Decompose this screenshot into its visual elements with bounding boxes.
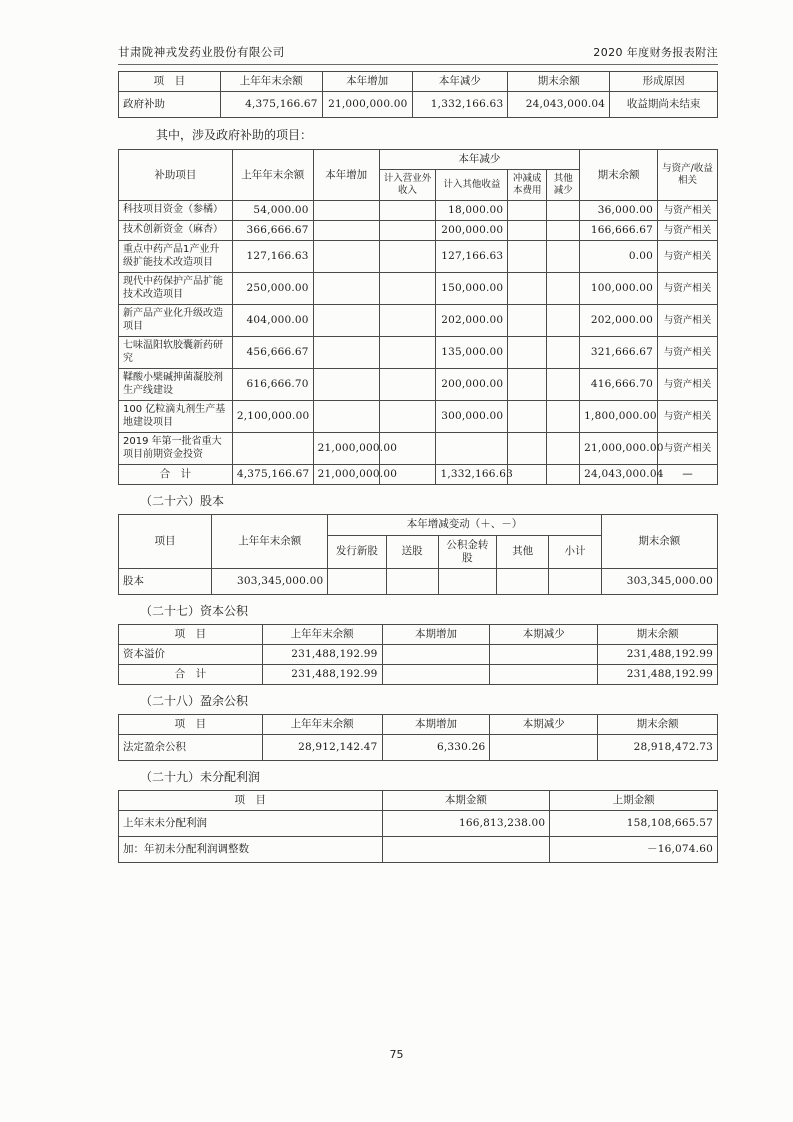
section-title-29: （二十九）未分配利润 [140, 770, 261, 785]
cell-item: 政府补助 [119, 92, 221, 118]
table-row [119, 273, 718, 305]
cell-item: 鞣酸小檗碱抻菌凝胶剂生产线建设 [119, 369, 233, 401]
cell-d-cost [508, 401, 547, 433]
col-reason: 形成原因 [610, 72, 718, 92]
cell-begin: 54,000.00 [232, 201, 313, 221]
table-header-row-1 [119, 515, 718, 535]
cell-other [496, 568, 548, 594]
cell-item: 加：年初未分配利润调整数 [119, 837, 383, 863]
cell-related: 与资产相关 [658, 201, 718, 221]
col-increase: 本期增加 [382, 715, 490, 735]
col-item: 项 目 [119, 791, 383, 811]
cell-d-out [379, 221, 436, 241]
col-item: 补助项目 [119, 150, 233, 201]
table-body [119, 201, 718, 485]
cell-decrease: 1,332,166.63 [412, 92, 508, 118]
cell-d-other: 200,000.00 [436, 221, 508, 241]
cell-current [382, 837, 550, 863]
table-share-capital [118, 514, 718, 594]
cell-increase [382, 644, 490, 664]
cell-item: 法定盈余公积 [119, 735, 263, 761]
col-other: 其他 [496, 535, 548, 568]
col-subtotal: 小计 [549, 535, 601, 568]
cell-item: 技术创新资金（麻杏） [119, 221, 233, 241]
cell-begin: 456,666.67 [232, 337, 313, 369]
col-increase: 本年增加 [322, 72, 412, 92]
cell-d-other: 300,000.00 [436, 401, 508, 433]
running-header [118, 44, 718, 65]
col-increase: 本年增加 [313, 150, 379, 201]
cell-increase: 6,330.26 [382, 735, 490, 761]
cell-end: 0.00 [580, 241, 658, 273]
cell-d-cost [508, 305, 547, 337]
cell-prior: 158,108,665.57 [550, 811, 718, 837]
cell-increase [313, 273, 379, 305]
cell-begin: 231,488,192.99 [262, 644, 382, 664]
cell-d-other: 200,000.00 [436, 369, 508, 401]
table-row [119, 221, 718, 241]
cell-d-out [379, 305, 436, 337]
cell-d-other: 135,000.00 [436, 337, 508, 369]
cell-end: 28,918,472.73 [598, 735, 718, 761]
col-reserve: 公积金转股 [438, 535, 496, 568]
cell-begin: 366,666.67 [232, 221, 313, 241]
cell-increase [313, 401, 379, 433]
cell-d-misc [547, 273, 580, 305]
cell-end: 416,666.70 [580, 369, 658, 401]
cell-increase [313, 241, 379, 273]
cell-item: 重点中药产品1产业升级扩能技术改造项目 [119, 241, 233, 273]
cell-d-misc [547, 241, 580, 273]
col-begin: 上年年末余额 [262, 624, 382, 644]
cell-begin: 4,375,166.67 [220, 92, 322, 118]
subsidy-note: 其中，涉及政府补助的项目： [156, 128, 313, 143]
cell-increase [313, 337, 379, 369]
section-title-28: （二十八）盈余公积 [140, 694, 249, 709]
col-issue-new: 发行新股 [328, 535, 386, 568]
col-increase: 本期增加 [382, 624, 490, 644]
cell-d-cost [508, 337, 547, 369]
cell-decrease [490, 665, 598, 685]
cell-d-other [436, 433, 508, 465]
col-decrease-other-gain: 计入其他收益 [436, 170, 508, 201]
cell-d-misc [547, 369, 580, 401]
col-end: 期末余额 [598, 624, 718, 644]
cell-related: 与资产相关 [658, 241, 718, 273]
cell-d-misc [547, 337, 580, 369]
cell-d-misc [547, 221, 580, 241]
cell-increase [313, 305, 379, 337]
cell-decrease [490, 644, 598, 664]
table-row [119, 241, 718, 273]
col-begin: 上年年末余额 [212, 515, 328, 568]
cell-item: 科技项目资金（参橘） [119, 201, 233, 221]
cell-bonus [386, 568, 438, 594]
section-title-26: （二十六）股本 [140, 494, 225, 509]
table-row [119, 201, 718, 221]
cell-item: 新产品产业化升级改造项目 [119, 305, 233, 337]
cell-d-out [379, 369, 436, 401]
col-decrease: 本年减少 [412, 72, 508, 92]
cell-d-misc [547, 401, 580, 433]
header-company: 甘肃陇神戎发药业股份有限公司 [118, 45, 285, 59]
col-begin: 上年年末余额 [232, 150, 313, 201]
cell-d-misc [547, 305, 580, 337]
table-header-row-1 [119, 150, 718, 170]
cell-increase [382, 665, 490, 685]
table-header-row [119, 791, 718, 811]
cell-item: 资本溢价 [119, 644, 263, 664]
col-change-group: 本年增减变动（＋、－） [328, 515, 601, 535]
cell-d-other: 150,000.00 [436, 273, 508, 305]
cell-end: 24,043,000.04 [508, 92, 610, 118]
cell-reason: 收益期尚未结束 [610, 92, 718, 118]
cell-prior: －16,074.60 [550, 837, 718, 863]
cell-end: 231,488,192.99 [598, 644, 718, 664]
cell-d-cost [508, 273, 547, 305]
cell-d-cost [508, 465, 547, 485]
cell-item: 上年末未分配利润 [119, 811, 383, 837]
cell-item: 现代中药保护产品扩能技术改造项目 [119, 273, 233, 305]
cell-d-out [379, 401, 436, 433]
cell-end: 100,000.00 [580, 273, 658, 305]
cell-item: 100 亿粒滴丸剂生产基地建设项目 [119, 401, 233, 433]
cell-end: 36,000.00 [580, 201, 658, 221]
col-decrease: 本期减少 [490, 715, 598, 735]
cell-related: 与资产相关 [658, 273, 718, 305]
cell-d-cost [508, 369, 547, 401]
cell-item: 股本 [119, 568, 212, 594]
col-end: 期末余额 [601, 515, 717, 568]
col-item: 项 目 [119, 72, 221, 92]
cell-d-other: 1,332,166.63 [436, 465, 508, 485]
col-prior: 上期金额 [550, 791, 718, 811]
col-item: 项目 [119, 515, 212, 568]
cell-related: 与资产相关 [658, 433, 718, 465]
cell-begin: 2,100,000.00 [232, 401, 313, 433]
cell-begin: 4,375,166.67 [232, 465, 313, 485]
cell-begin: 250,000.00 [232, 273, 313, 305]
table-row [119, 568, 718, 594]
table-row [119, 644, 718, 664]
table-total-row [119, 465, 718, 485]
cell-d-cost [508, 241, 547, 273]
cell-related: 与资产相关 [658, 305, 718, 337]
table-row [119, 401, 718, 433]
cell-related: 与资产相关 [658, 337, 718, 369]
cell-begin: 404,000.00 [232, 305, 313, 337]
cell-d-cost [508, 201, 547, 221]
table-header-row [119, 715, 718, 735]
col-end: 期末余额 [580, 150, 658, 201]
table-row [119, 811, 718, 837]
table-row [119, 369, 718, 401]
table-surplus-reserve [118, 714, 718, 761]
cell-begin: 127,166.63 [232, 241, 313, 273]
table-row [119, 433, 718, 465]
cell-end: 321,666.67 [580, 337, 658, 369]
cell-begin: 616,666.70 [232, 369, 313, 401]
cell-increase [313, 201, 379, 221]
cell-item: 合 计 [119, 665, 263, 685]
page-content [118, 44, 718, 863]
table-row [119, 92, 718, 118]
table-subsidy-summary [118, 71, 718, 118]
col-item: 项 目 [119, 624, 263, 644]
col-begin: 上年年末余额 [220, 72, 322, 92]
cell-d-other: 202,000.00 [436, 305, 508, 337]
cell-related: 与资产相关 [658, 369, 718, 401]
cell-begin: 303,345,000.00 [212, 568, 328, 594]
cell-end: 303,345,000.00 [601, 568, 717, 594]
col-item: 项 目 [119, 715, 263, 735]
cell-related: 与资产相关 [658, 401, 718, 433]
cell-current: 166,813,238.00 [382, 811, 550, 837]
table-row [119, 337, 718, 369]
cell-d-cost [508, 433, 547, 465]
cell-d-other: 18,000.00 [436, 201, 508, 221]
section-title-27: （二十七）资本公积 [140, 603, 249, 618]
col-bonus: 送股 [386, 535, 438, 568]
col-end: 期末余额 [598, 715, 718, 735]
cell-item: 2019 年第一批省重大项目前期资金投资 [119, 433, 233, 465]
col-decrease: 本期减少 [490, 624, 598, 644]
cell-end: 1,800,000.00 [580, 401, 658, 433]
cell-increase [313, 221, 379, 241]
cell-related: 与资产相关 [658, 221, 718, 241]
cell-d-other: 127,166.63 [436, 241, 508, 273]
col-current: 本期金额 [382, 791, 550, 811]
table-undistributed-profit [118, 790, 718, 863]
table-header-row [119, 624, 718, 644]
cell-item: 合 计 [119, 465, 233, 485]
table-row [119, 305, 718, 337]
col-decrease-offset-cost: 冲减成本费用 [508, 170, 547, 201]
cell-d-out [379, 241, 436, 273]
cell-d-cost [508, 221, 547, 241]
table-row [119, 837, 718, 863]
cell-begin [232, 433, 313, 465]
table-header-row [119, 72, 718, 92]
table-row [119, 735, 718, 761]
cell-d-out [379, 201, 436, 221]
cell-end: 231,488,192.99 [598, 665, 718, 685]
cell-end: 21,000,000.00 [580, 433, 658, 465]
cell-d-misc [547, 201, 580, 221]
cell-begin: 28,912,142.47 [262, 735, 382, 761]
cell-issue-new [328, 568, 386, 594]
cell-increase: 21,000,000.00 [313, 465, 379, 485]
cell-increase [313, 369, 379, 401]
col-begin: 上年年末余额 [262, 715, 382, 735]
cell-item: 七味温阳软胶囊新药研究 [119, 337, 233, 369]
cell-end: 24,043,000.04 [580, 465, 658, 485]
cell-end: 166,666.67 [580, 221, 658, 241]
table-total-row [119, 665, 718, 685]
cell-increase: 21,000,000.00 [313, 433, 379, 465]
cell-d-out [379, 337, 436, 369]
col-decrease-other-income: 计入营业外收入 [379, 170, 436, 201]
cell-d-misc [547, 465, 580, 485]
cell-end: 202,000.00 [580, 305, 658, 337]
cell-reserve [438, 568, 496, 594]
cell-related: — [658, 465, 718, 485]
table-subsidy-detail [118, 149, 718, 485]
col-end: 期末余额 [508, 72, 610, 92]
cell-subtotal [549, 568, 601, 594]
cell-d-misc [547, 433, 580, 465]
table-capital-reserve [118, 624, 718, 685]
cell-increase: 21,000,000.00 [322, 92, 412, 118]
page-number: 75 [389, 1048, 404, 1061]
col-decrease-other: 其他减少 [547, 170, 580, 201]
cell-decrease [490, 735, 598, 761]
col-decrease-group: 本年减少 [379, 150, 580, 170]
cell-d-out [379, 273, 436, 305]
header-doc-title: 2020 年度财务报表附注 [593, 46, 718, 59]
col-related: 与资产/收益相关 [658, 150, 718, 201]
cell-begin: 231,488,192.99 [262, 665, 382, 685]
